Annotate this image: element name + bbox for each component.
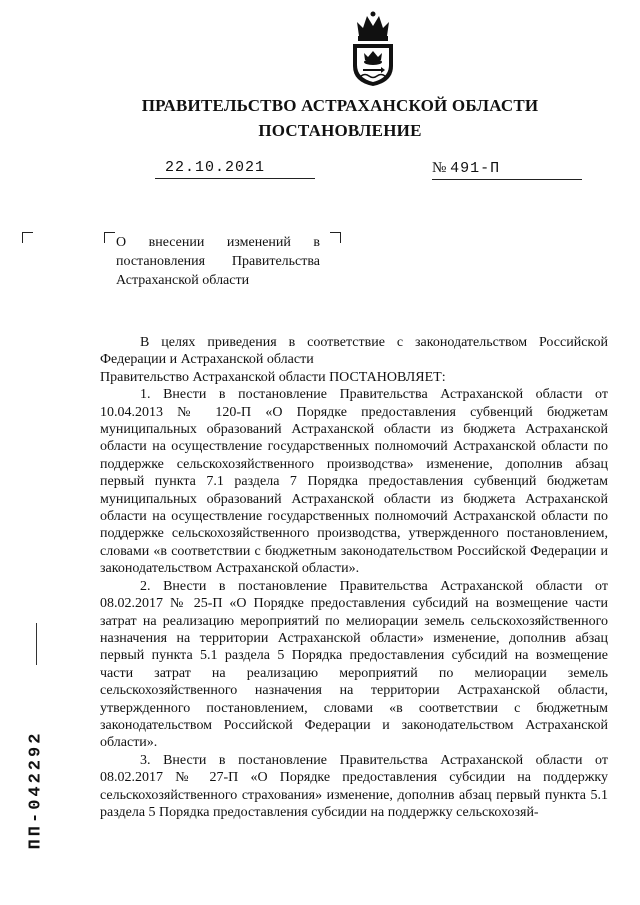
item-3: 3. Внести в постановление Правительства Астраханской области от 08.02.2017 № 27-П «О Порядке предоставления субсидии на поддержку сельскохозяйственного страхования» изменение, дополнив абзац первый пункта 5.1 раздела 5 Порядка предоставления субсидии на поддержку сельскохозяй-	[100, 752, 608, 820]
item-2: 2. Внести в постановление Правительства Астраханской области от 08.02.2017 № 25-П «О Порядке предоставления субсидий на возмещение части затрат на реализацию мероприятий по мелиорации земель сельскохозяйственного назначения на территории Астраханской области» изменение, дополнив абзац первый пункта 5.1 раздела 5 Порядка предоставления субсидий на возмещение части затрат на реализацию мероприятий по мелиорации земель сельскохозяйственного назначения на территории Астраханской области, утвержденного постановлением, словами «в соответствии с бюджетным законодательством Российской Федерации и законодательством Астраханской области».	[100, 578, 608, 751]
corner-mark	[104, 232, 115, 243]
corner-mark	[330, 232, 341, 243]
margin-line	[36, 623, 37, 665]
document-number	[432, 158, 582, 180]
item-1: 1. Внести в постановление Правительства Астраханской области от 10.04.2013 № 120-П «О Порядке предоставления субвенций бюджетам муниципальных образований Астраханской области из бюджета Астраханской области на осуществление государственных полномочий Астраханской области по поддержке сельскохозяйственного производства» изменение, дополнив абзац первый пункта 7.1 раздела 7 Порядка предоставления субвенций бюджетам муниципальных образований Астраханской области из бюджета Астраханской области на осуществление государственных полномочий Астраханской области по поддержке сельскохозяйственного производства, утвержденного постановлением, словами «в соответствии с бюджетным законодательством Российской Федерации и законодательством Астраханской области».	[100, 387, 608, 577]
document-subject: О внесении изменений в постановления Правительства Астраханской области	[116, 235, 320, 288]
registration-code: ПП-042292	[26, 730, 46, 850]
number-prefix: №	[432, 160, 447, 176]
resolution-clause: Правительство Астраханской области ПОСТАНОВЛЯЕТ:	[100, 369, 446, 385]
corner-mark	[22, 232, 33, 243]
document-body	[100, 334, 608, 821]
document-date: 22.10.2021	[155, 158, 315, 179]
document-type-title: ПОСТАНОВЛЕНИЕ	[258, 121, 422, 140]
government-title: ПРАВИТЕЛЬСТВО АСТРАХАНСКОЙ ОБЛАСТИ	[141, 96, 539, 115]
number-value: 491-П	[450, 160, 501, 177]
preamble: В целях приведения в соответствие с законодательством Российской Федерации и Астраханской области	[100, 335, 608, 368]
coat-of-arms-icon	[345, 10, 401, 88]
